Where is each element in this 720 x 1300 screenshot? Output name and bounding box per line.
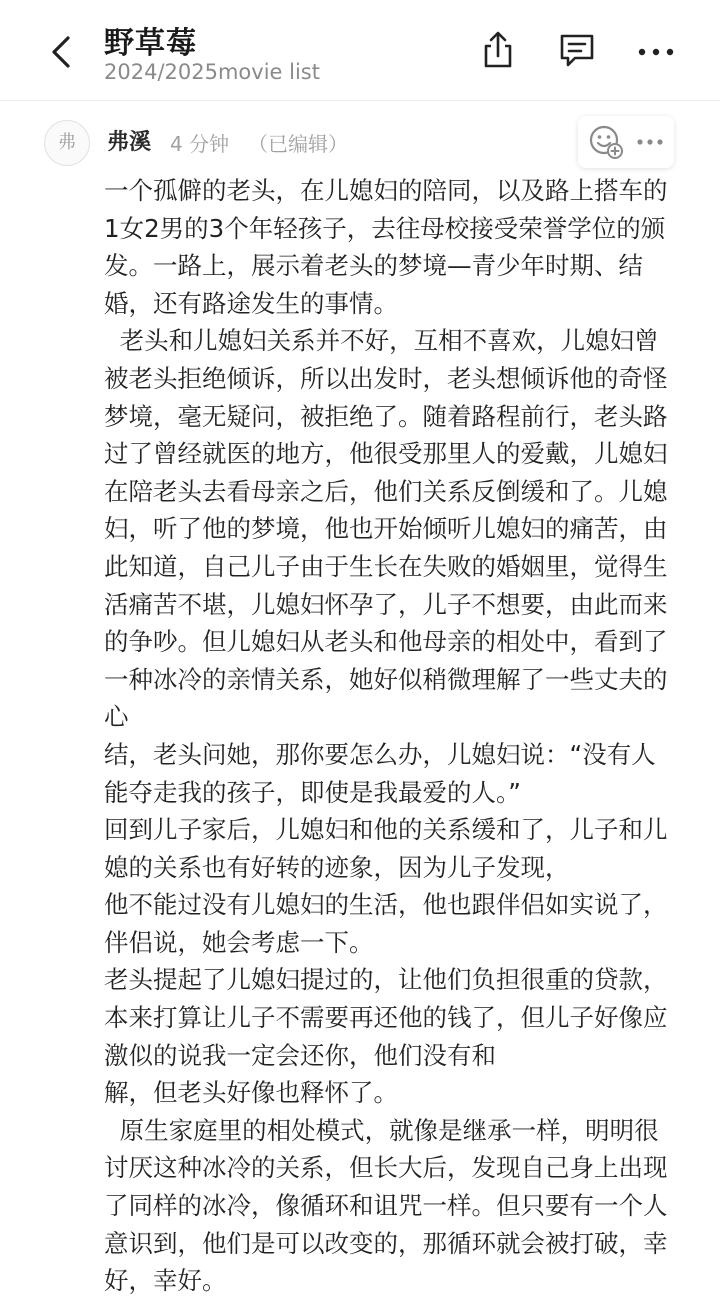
top-bar bbox=[0, 0, 720, 101]
post-more-button[interactable] bbox=[634, 126, 666, 158]
post-paragraph: 老头提起了儿媳妇提过的，让他们负担很重的贷款，本来打算让儿子不需要再还他的钱了，但儿子好像应激似的说我一定会还你，他们没有和 解，但老头好像也释怀了。 bbox=[104, 965, 668, 1108]
post-body bbox=[104, 172, 680, 1300]
comment-icon bbox=[557, 28, 597, 72]
more-button[interactable] bbox=[636, 28, 676, 72]
post-paragraph: 老头和儿媳妇关系并不好，互相不喜欢，儿媳妇曾被老头拒绝倾诉，所以出发时，老头想倾诉他的奇怪梦境，毫无疑问，被拒绝了。随着路程前行，老头路过了曾经就医的地方，他很受那里人的爱戴，儿媳妇在陪老头去看母亲之后，他们关系反倒缓和了。儿媳妇，听了他的梦境，他也开始倾听儿媳妇的痛苦，由此知道，自己儿子由于生长在失败的婚姻里，觉得生活痛苦不堪，儿媳妇怀孕了，儿子不想要，由此而来的争吵。但儿媳妇从老头和他母亲的相处中，看到了一种冰冷的亲情关系，她好似稍微理解了一些丈夫的心 结，老头问她，那你要怎么办，儿媳妇说：“没有人能夺走我的孩子，即使是我最爱的人。” bbox=[104, 326, 668, 807]
more-icon bbox=[636, 28, 676, 72]
more-icon bbox=[634, 126, 666, 158]
post-paragraph: 原生家庭里的相处模式，就像是继承一样，明明很讨厌这种冰冷的关系，但长大后，发现自己身上出现了同样的冰冷，像循环和诅咒一样。但只要有一个人意识到，他们是可以改变的，那循环就会被打破，幸好，幸好。 bbox=[104, 1115, 668, 1296]
post-paragraph: 回到儿子家后，儿媳妇和他的关系缓和了，儿子和儿媳的关系也有好转的迹象，因为儿子发现， 他不能过没有儿媳妇的生活，他也跟伴侣如实说了，伴侣说，她会考虑一下。 bbox=[104, 815, 668, 957]
post-meta bbox=[0, 110, 720, 170]
page-subtitle: 2024/2025movie list bbox=[104, 60, 320, 84]
comment-button[interactable] bbox=[557, 28, 597, 72]
post-paragraph: 一个孤僻的老头，在儿媳妇的陪同，以及路上搭车的1女2男的3个年轻孩子，去往母校接受荣誉学位的颁发。一路上，展示着老头的梦境—青少年时期、结婚，还有路途发生的事情。 bbox=[104, 176, 668, 318]
back-icon bbox=[44, 32, 80, 72]
author-name[interactable]: 弗溪 bbox=[107, 130, 152, 155]
edited-tag: （已编辑） bbox=[248, 132, 348, 156]
add-reaction-icon bbox=[586, 122, 626, 162]
add-reaction-button[interactable] bbox=[586, 122, 626, 162]
back-button[interactable] bbox=[44, 32, 80, 72]
avatar[interactable]: 弗 bbox=[44, 120, 90, 166]
post-time: 4 分钟 bbox=[170, 132, 230, 156]
post-actions bbox=[578, 116, 674, 168]
page-title: 野草莓 bbox=[104, 26, 197, 61]
share-icon bbox=[478, 28, 518, 72]
share-button[interactable] bbox=[478, 28, 518, 72]
